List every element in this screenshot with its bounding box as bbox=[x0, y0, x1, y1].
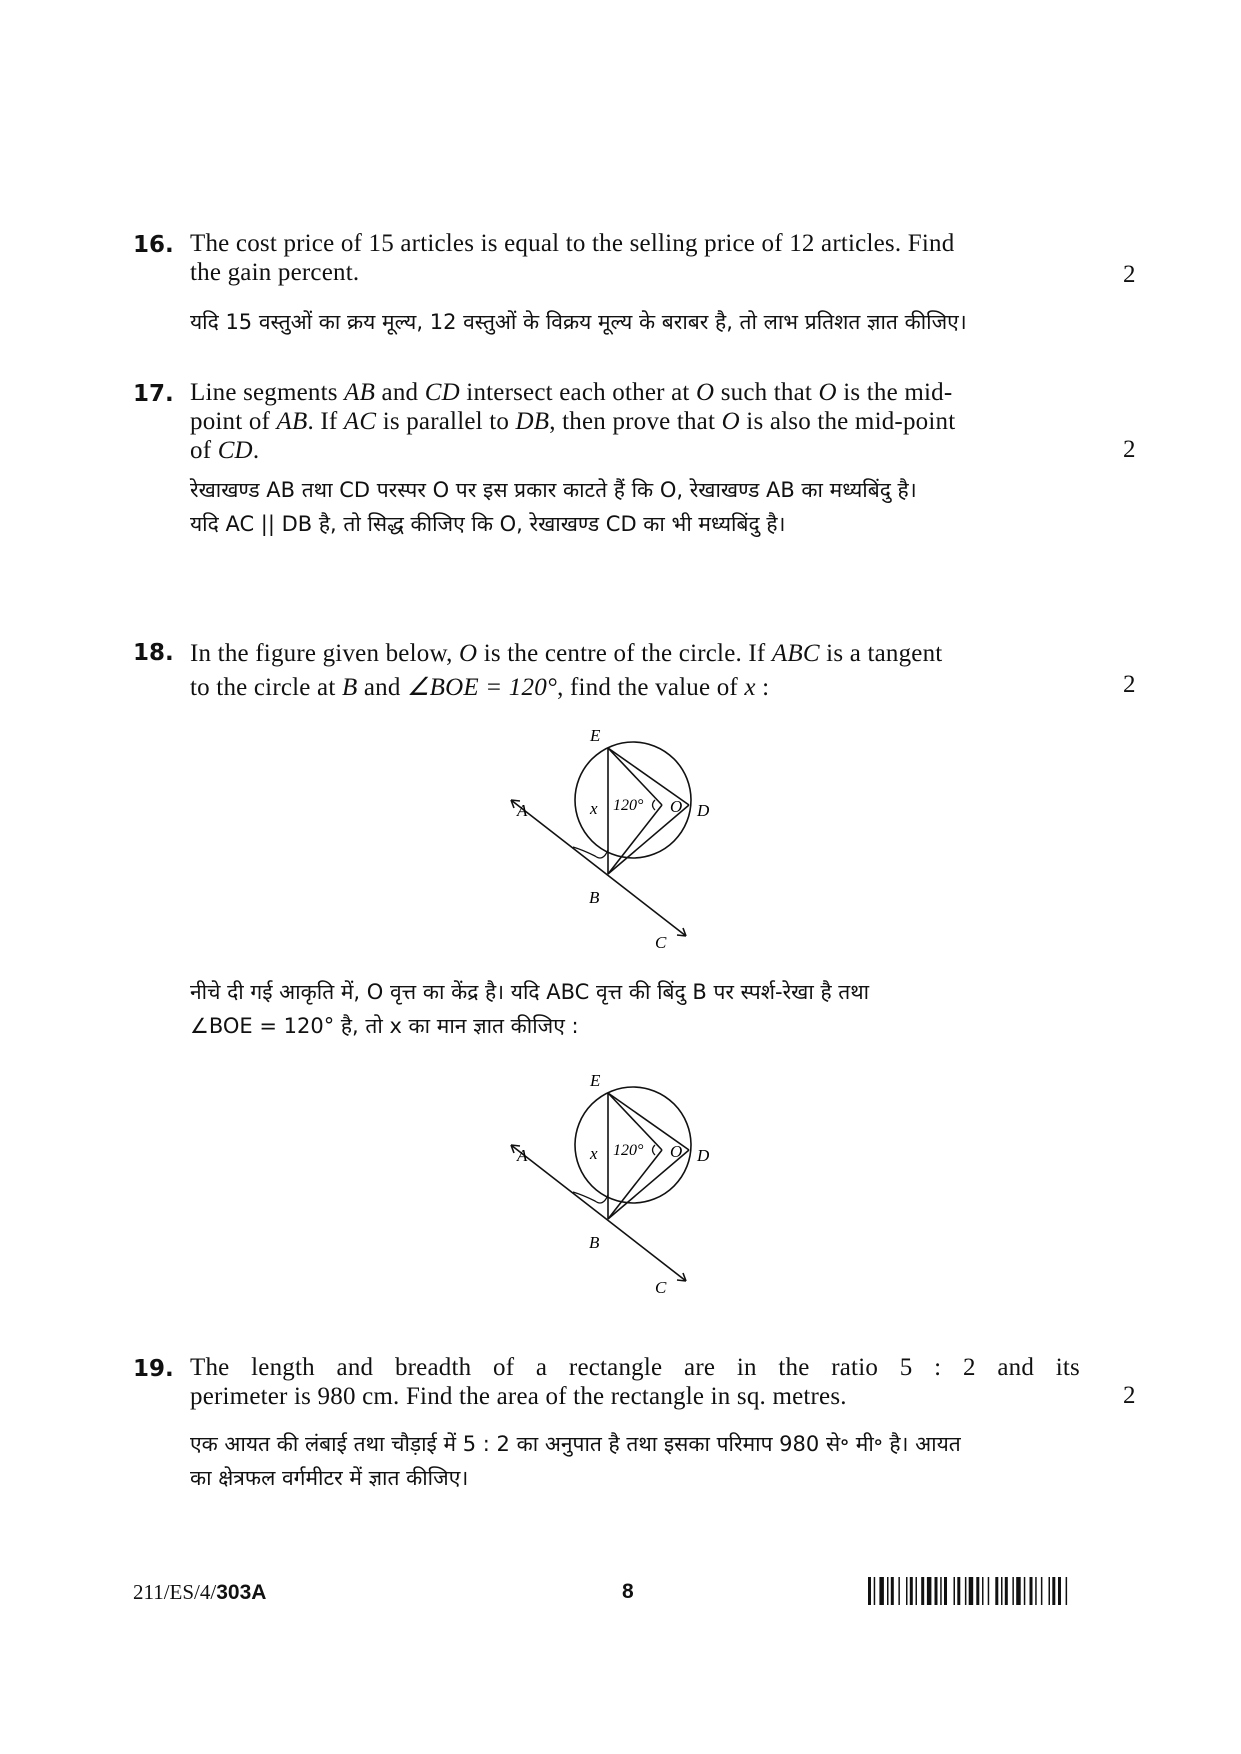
text-line: to the circle at B and ∠BOE = 120°, find the value of x : bbox=[190, 674, 770, 701]
label-d: D bbox=[697, 1146, 710, 1165]
angle-arc-120 bbox=[653, 1145, 656, 1155]
label-d: D bbox=[697, 801, 710, 820]
question-text-hindi bbox=[190, 975, 1080, 1043]
marks: 2 bbox=[1123, 671, 1136, 698]
question-number: 16. bbox=[133, 232, 174, 258]
label-c: C bbox=[655, 1278, 667, 1295]
text-line: point of AB. If AC is parallel to DB, then prove that O is also the mid-point bbox=[190, 408, 956, 435]
label-120: 120° bbox=[613, 1142, 644, 1159]
question-16 bbox=[133, 230, 1136, 352]
tangent-abc bbox=[511, 1145, 686, 1281]
question-text-english bbox=[190, 1353, 1080, 1411]
marks: 2 bbox=[1123, 261, 1136, 288]
text-line: of CD. bbox=[190, 437, 260, 464]
question-text-hindi bbox=[190, 473, 1080, 541]
text-line: एक आयत की लंबाई तथा चौड़ाई में 5 : 2 का अनुपात है तथा इसका परिमाप 980 से॰ मी॰ है। आयत bbox=[190, 1432, 961, 1456]
question-text-hindi: यदि 15 वस्तुओं का क्रय मूल्य, 12 वस्तुओं के विक्रय मूल्य के बराबर है, तो लाभ प्रतिशत ज्ञात कीजिए। bbox=[190, 310, 967, 334]
question-19 bbox=[133, 1354, 1136, 1516]
text-line: रेखाखण्ड AB तथा CD परस्पर O पर इस प्रकार काटते हैं कि O, रेखाखण्ड AB का मध्यबिंदु है। bbox=[190, 478, 917, 502]
question-number: 17. bbox=[133, 381, 174, 407]
text-line: नीचे दी गई आकृति में, O वृत्त का केंद्र है। यदि ABC वृत्त की बिंदु B पर स्पर्श-रेखा है तथा bbox=[190, 980, 870, 1004]
question-text-hindi bbox=[190, 1427, 1080, 1495]
page-number: 8 bbox=[622, 1580, 634, 1603]
label-b: B bbox=[589, 888, 600, 907]
barcode-icon bbox=[868, 1577, 1132, 1605]
label-o: O bbox=[670, 1142, 683, 1161]
text-line: In the figure given below, O is the centre of the circle. If ABC is a tangent bbox=[190, 640, 943, 667]
geometry-figure-english bbox=[505, 720, 715, 950]
radius-ob bbox=[608, 805, 662, 874]
text-line: ∠BOE = 120° है, तो x का मान ज्ञात कीजिए : bbox=[190, 1014, 579, 1038]
label-b: B bbox=[589, 1233, 600, 1252]
label-c: C bbox=[655, 933, 667, 950]
marks: 2 bbox=[1123, 1382, 1136, 1409]
tangent-abc bbox=[511, 800, 686, 936]
geometry-figure-hindi bbox=[505, 1065, 715, 1295]
label-x: x bbox=[590, 1144, 598, 1163]
text-line: यदि AC || DB है, तो सिद्ध कीजिए कि O, रेखाखण्ड CD का भी मध्यबिंदु है। bbox=[190, 512, 786, 536]
text-line: का क्षेत्रफल वर्गमीटर में ज्ञात कीजिए। bbox=[190, 1466, 469, 1490]
question-number: 18. bbox=[133, 640, 174, 666]
question-text-english bbox=[190, 378, 1080, 465]
label-a: A bbox=[517, 801, 528, 820]
label-o: O bbox=[670, 797, 683, 816]
label-a: A bbox=[517, 1146, 528, 1165]
text-line: Line segments AB and CD intersect each other at O such that O is the mid- bbox=[190, 379, 953, 406]
label-e: E bbox=[590, 1071, 601, 1090]
text-line: perimeter is 980 cm. Find the area of the rectangle in sq. metres. bbox=[190, 1383, 847, 1410]
label-x: x bbox=[590, 799, 598, 818]
text-line: the gain percent. bbox=[190, 259, 360, 286]
text-line: The length and breadth of a rectangle are in the ratio 5 : 2 and its bbox=[190, 1354, 1080, 1381]
angle-arc-120 bbox=[653, 800, 656, 810]
question-17 bbox=[133, 379, 1136, 541]
marks: 2 bbox=[1123, 436, 1136, 463]
text-line: The cost price of 15 articles is equal to the selling price of 12 articles. Find bbox=[190, 230, 955, 257]
question-number: 19. bbox=[133, 1356, 174, 1382]
label-e: E bbox=[590, 726, 601, 745]
label-120: 120° bbox=[613, 797, 644, 814]
radius-ob bbox=[608, 1150, 662, 1219]
question-18-hindi bbox=[133, 975, 1133, 1055]
question-text-english bbox=[190, 637, 1080, 705]
question-text-english bbox=[190, 229, 1080, 287]
paper-code: 211/ES/4/303A bbox=[133, 1580, 267, 1604]
